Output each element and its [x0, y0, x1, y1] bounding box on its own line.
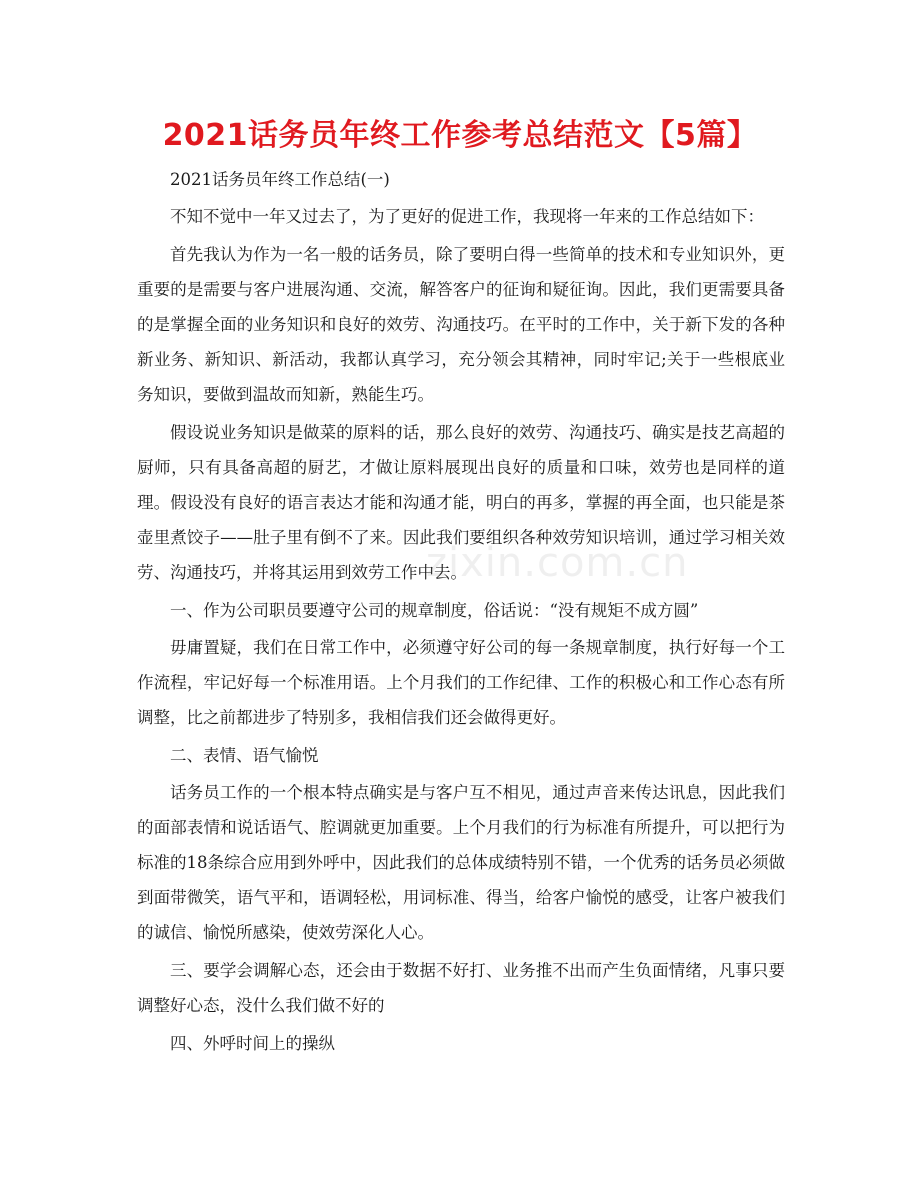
- document-body: [137, 162, 785, 1063]
- watermark: zixin.com.cn: [426, 540, 689, 586]
- document-title: 2021话务员年终工作参考总结范文【5篇】: [162, 118, 758, 153]
- section-heading: 二、表情、语气愉悦: [170, 746, 319, 765]
- paragraph: 首先我认为作为一名一般的话务员，除了要明白得一些简单的技术和专业知识外，更重要的是需要与客户进展沟通、交流，解答客户的征询和疑征询。因此，我们更需要具备的是掌握全面的业务知识和良好的效劳、沟通技巧。在平时的工作中，关于新下发的各种新业务、新知识、新活动，我都认真学习，充分领会其精神，同时牢记;关于一些根底业务知识，要做到温故而知新，熟能生巧。: [137, 245, 785, 404]
- paragraph: 话务员工作的一个根本特点确实是与客户互不相见，通过声音来传达讯息，因此我们的面部表情和说话语气、腔调就更加重要。上个月我们的行为标准有所提升，可以把行为标准的18条综合应用到外呼中，因此我们的总体成绩特别不错，一个优秀的话务员必须做到面带微笑，语气平和，语调轻松，用词标准、得当，给客户愉悦的感受，让客户被我们的诚信、愉悦所感染，使效劳深化人心。: [137, 783, 785, 942]
- section-heading: 四、外呼时间上的操纵: [170, 1034, 335, 1053]
- paragraph: 毋庸置疑，我们在日常工作中，必须遵守好公司的每一条规章制度，执行好每一个工作流程，牢记好每一个标准用语。上个月我们的工作纪律、工作的积极心和工作心态有所调整，比之前都进步了特别多，我相信我们还会做得更好。: [137, 638, 785, 727]
- paragraph: 不知不觉中一年又过去了，为了更好的促进工作，我现将一年来的工作总结如下：: [170, 207, 764, 226]
- section-heading: 一、作为公司职员要遵守公司的规章制度，俗话说：“没有规矩不成方圆”: [170, 601, 699, 620]
- paragraph: 三、要学会调解心态，还会由于数据不好打、业务推不出而产生负面情绪，凡事只要调整好心态，没什么我们做不好的: [137, 961, 785, 1015]
- section-heading: 2021话务员年终工作总结(一): [170, 170, 390, 189]
- paragraph: 假设说业务知识是做菜的原料的话，那么良好的效劳、沟通技巧、确实是技艺高超的厨师，只有具备高超的厨艺，才做让原料展现出良好的质量和口味，效劳也是同样的道理。假设没有良好的语言表达才能和沟通才能，明白的再多，掌握的再全面，也只能是茶壶里煮饺子——肚子里有倒不了来。因此我们要组织各种效劳知识培训，通过学习相关效劳、沟通技巧，并将其运用到效劳工作中去。: [137, 423, 785, 582]
